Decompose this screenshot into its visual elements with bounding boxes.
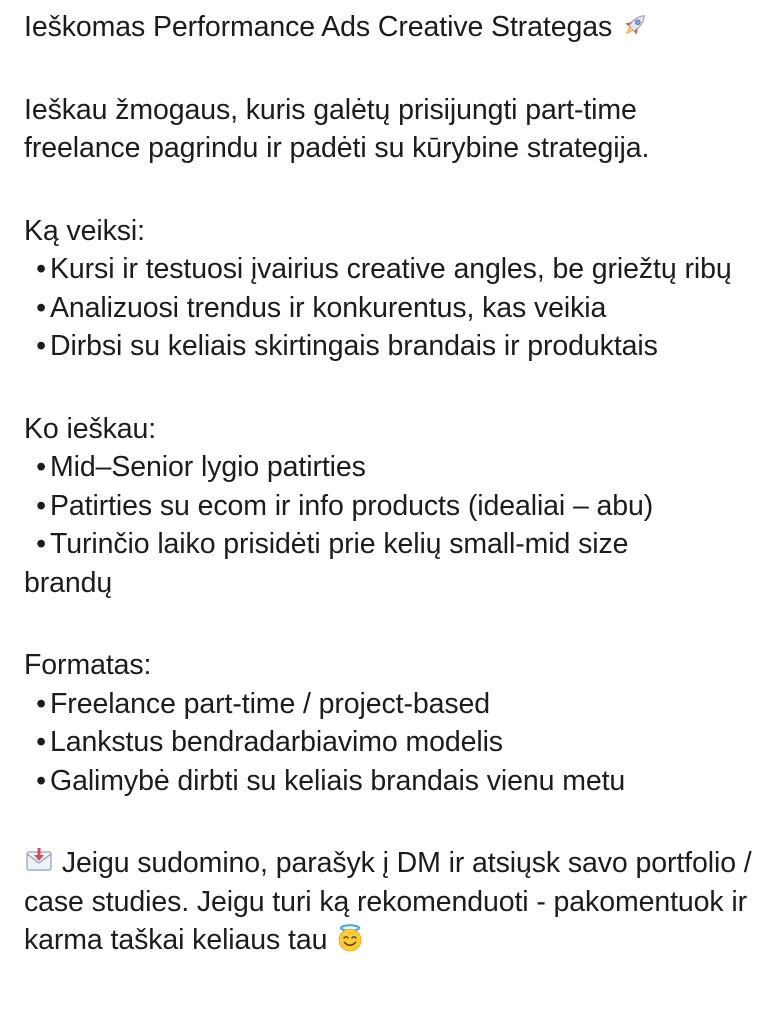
section-heading: Ko ieškau: — [24, 412, 157, 445]
list-item — [24, 525, 714, 602]
bullet: • — [36, 489, 46, 522]
outro-text: Jeigu sudomino, parašyk į DM ir atsiųsk savo portfolio / case studies. Jeigu turi ką rekomenduoti - pakomentuok ir karma taškai keliaus tau — [24, 847, 752, 956]
list-item — [24, 289, 761, 328]
bullet: • — [36, 528, 46, 560]
list-item-text: Patirties su ecom ir info products (idealiai – abu) — [50, 489, 654, 522]
list-item-text: Analizuosi trendus ir konkurentus, kas veikia — [50, 291, 607, 324]
rocket-icon — [620, 10, 650, 40]
bullet: • — [36, 764, 46, 797]
post-outro — [24, 844, 764, 960]
list-item-text: Lankstus bendradarbiavimo modelis — [50, 726, 503, 758]
section-heading: Formatas: — [24, 649, 152, 681]
bullet: • — [36, 291, 46, 324]
list-item-text: Dirbsi su keliais skirtingais brandais ir produktais — [50, 330, 658, 362]
list-item — [24, 762, 761, 801]
list-item — [24, 327, 761, 366]
list-item — [24, 685, 761, 724]
bullet: • — [36, 253, 46, 285]
bullet: • — [36, 687, 46, 720]
list-item — [24, 723, 761, 762]
inbox-tray-icon — [24, 846, 54, 876]
bullet: • — [36, 451, 46, 483]
post-intro: Ieškau žmogaus, kuris galėtų prisijungti part-time freelance pagrindu ir padėti su kūrybine strategija. — [24, 93, 650, 164]
bullet: • — [36, 330, 46, 362]
post-title-line — [24, 8, 761, 47]
list-item — [24, 448, 761, 487]
list-item-text: Galimybė dirbti su keliais brandais vienu metu — [50, 764, 626, 797]
smiling-face-with-halo-icon — [335, 923, 365, 953]
section-heading: Ką veiksi: — [24, 214, 145, 247]
list-item-text: Freelance part-time / project-based — [50, 687, 491, 720]
bullet: • — [36, 726, 46, 758]
list-item — [24, 250, 754, 289]
list-item-text: Kursi ir testuosi įvairius creative angles, be griežtų ribų — [50, 253, 732, 285]
list-item-text: Turinčio laiko prisidėti prie kelių small-mid size brandų — [24, 528, 629, 599]
list-item-text: Mid–Senior lygio patirties — [50, 451, 366, 483]
list-item — [24, 487, 761, 526]
post-title: Ieškomas Performance Ads Creative Strategas — [24, 11, 613, 43]
